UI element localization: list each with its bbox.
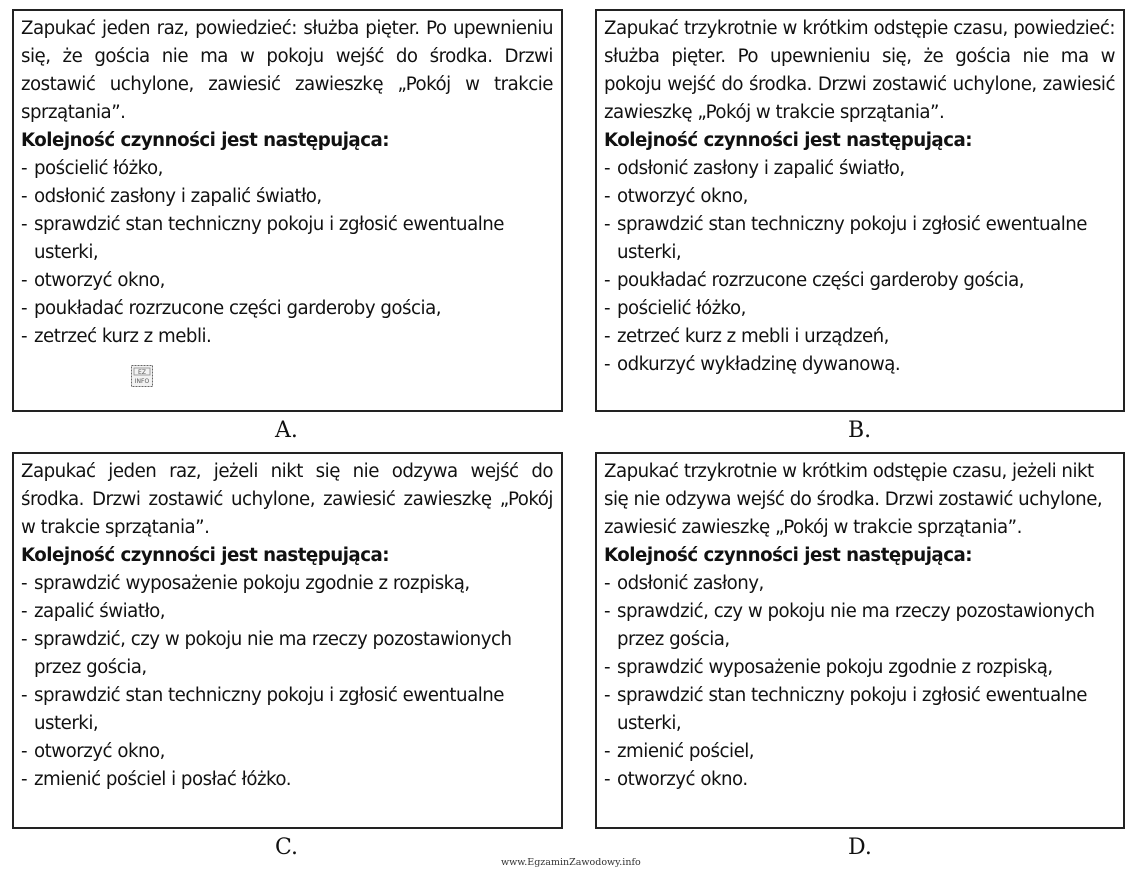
answer-b-intro: Zapukać trzykrotnie w krótkim odstępie czasu, powiedzieć: służba pięter. Po upewnieniu się, że gościa nie ma w pokoju wejść do środka. Drzwi zostawić uchylone, zawiesić zawieszkę „Pokój w trakcie sprzątania”. [604, 18, 1115, 123]
answer-d-box [595, 452, 1125, 829]
answer-b-label[interactable]: B. [848, 418, 872, 443]
answer-a-box [12, 9, 563, 412]
answer-b-steps [604, 155, 1115, 379]
list-item: - zapalić światło, [21, 598, 553, 626]
list-item: - zetrzeć kurz z mebli. [21, 323, 553, 351]
list-item: - odsłonić zasłony i zapalić światło, [21, 183, 553, 211]
logo-text-info: INFO [134, 378, 150, 385]
list-item: - pościelić łóżko, [21, 155, 553, 183]
list-item: - otworzyć okno, [604, 183, 1115, 211]
answer-c-box [12, 452, 563, 829]
answer-b-box [595, 9, 1125, 412]
logo-text-ez: EZ [138, 369, 146, 376]
list-item: - sprawdzić stan techniczny pokoju i zgłosić ewentualne usterki, [604, 211, 1115, 267]
list-item: - odsłonić zasłony, [604, 570, 1115, 598]
list-item: - sprawdzić, czy w pokoju nie ma rzeczy pozostawionych przez gościa, [604, 598, 1115, 654]
list-item: - sprawdzić stan techniczny pokoju i zgłosić ewentualne usterki, [21, 682, 553, 738]
answer-c-intro: Zapukać jeden raz, jeżeli nikt się nie odzywa wejść do środka. Drzwi zostawić uchylone, zawiesić zawieszkę „Pokój w trakcie sprzątania”. [21, 461, 553, 538]
list-item: - pościelić łóżko, [604, 295, 1115, 323]
list-item: - poukładać rozrzucone części garderoby gościa, [21, 295, 553, 323]
answer-c-label[interactable]: C. [275, 835, 299, 860]
answer-d-intro: Zapukać trzykrotnie w krótkim odstępie czasu, jeżeli nikt się nie odzywa wejść do środka. Drzwi zostawić uchylone, zawiesić zawieszkę „Pokój w trakcie sprzątania”. [604, 461, 1103, 538]
list-item: - odkurzyć wykładzinę dywanową. [604, 351, 1115, 379]
list-item: - sprawdzić, czy w pokoju nie ma rzeczy pozostawionych przez gościa, [21, 626, 553, 682]
list-item: - odsłonić zasłony i zapalić światło, [604, 155, 1115, 183]
answer-d-heading: Kolejność czynności jest następująca: [604, 545, 973, 566]
answer-a-intro: Zapukać jeden raz, powiedzieć: służba pięter. Po upewnieniu się, że gościa nie ma w pokoju wejść do środka. Drzwi zostawić uchylone, zawiesić zawieszkę „Pokój w trakcie sprzątania”. [21, 18, 553, 123]
answer-a-steps [21, 155, 553, 351]
list-item: - otworzyć okno. [604, 766, 1115, 794]
list-item: - poukładać rozrzucone części garderoby gościa, [604, 267, 1115, 295]
list-item: - otworzyć okno, [21, 738, 553, 766]
list-item: - otworzyć okno, [21, 267, 553, 295]
answer-d-steps [604, 570, 1115, 794]
watermark: www.EgzaminZawodowy.info [501, 857, 641, 868]
list-item: - zetrzeć kurz z mebli i urządzeń, [604, 323, 1115, 351]
list-item: - sprawdzić wyposażenie pokoju zgodnie z rozpiską, [604, 654, 1115, 682]
list-item: - sprawdzić stan techniczny pokoju i zgłosić ewentualne usterki, [21, 211, 553, 267]
answer-c-heading: Kolejność czynności jest następująca: [21, 545, 390, 566]
answer-a-heading: Kolejność czynności jest następująca: [21, 130, 390, 151]
list-item: - zmienić pościel i posłać łóżko. [21, 766, 553, 794]
list-item: - zmienić pościel, [604, 738, 1115, 766]
answer-c-steps [21, 570, 553, 794]
answer-a-label[interactable]: A. [275, 418, 298, 443]
ez-info-logo-icon [131, 365, 153, 387]
answer-d-label[interactable]: D. [848, 835, 872, 860]
list-item: - sprawdzić wyposażenie pokoju zgodnie z rozpiską, [21, 570, 553, 598]
answer-b-heading: Kolejność czynności jest następująca: [604, 130, 973, 151]
list-item: - sprawdzić stan techniczny pokoju i zgłosić ewentualne usterki, [604, 682, 1115, 738]
